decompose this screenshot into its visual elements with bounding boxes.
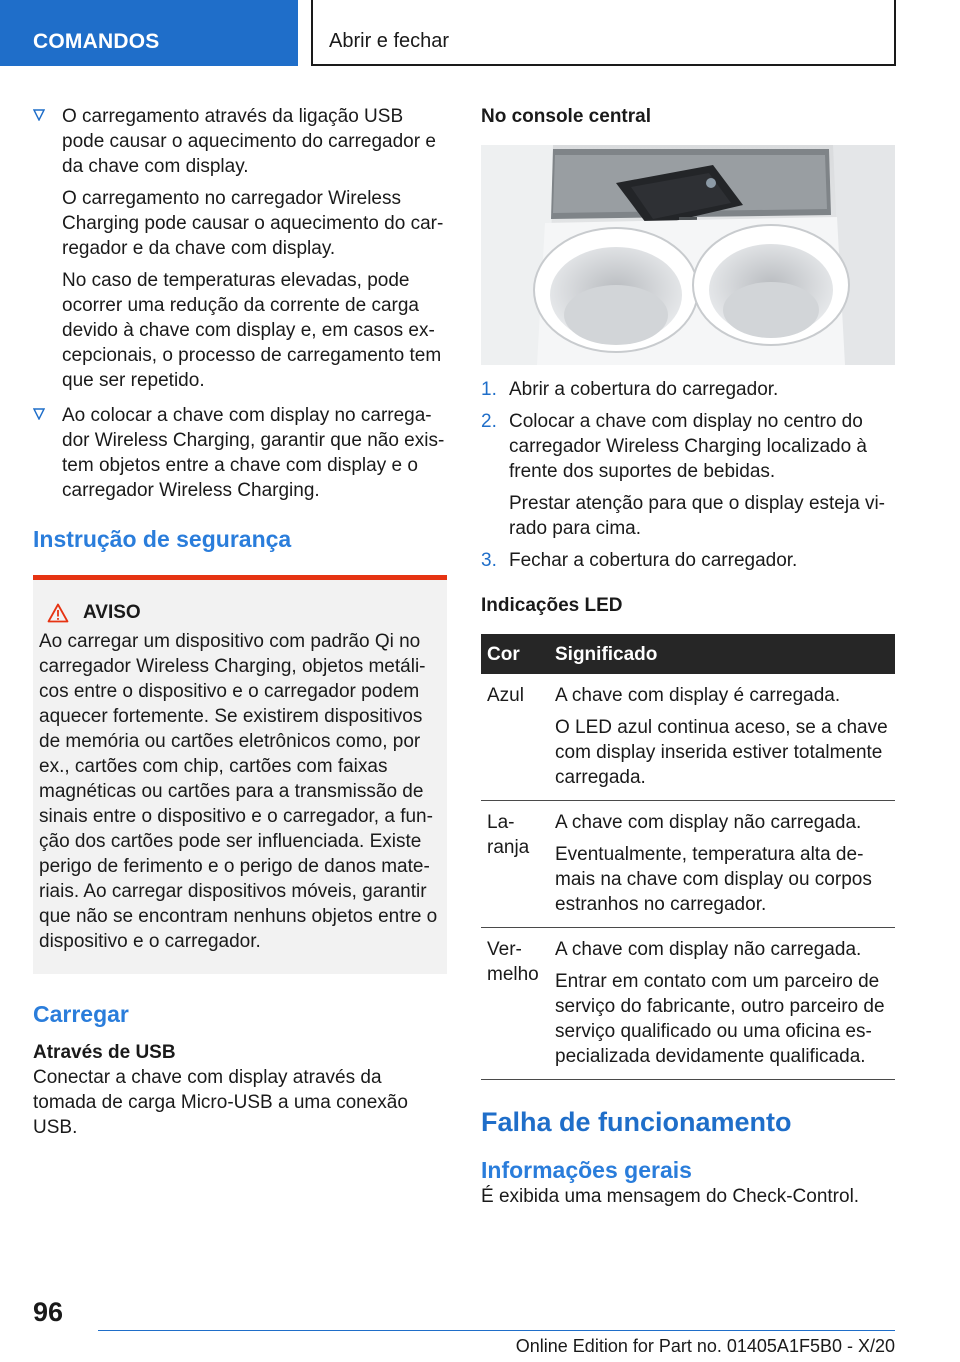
list-item (481, 377, 895, 402)
meaning-cell (549, 928, 895, 1080)
list-item (481, 409, 895, 541)
charge-heading: Carregar (33, 1001, 129, 1027)
steps-list (481, 377, 895, 573)
step-number: 1. (481, 379, 497, 400)
meaning-line: A chave com display é carregada. (555, 685, 841, 706)
general-heading: Informações gerais (481, 1157, 692, 1183)
table-row (481, 928, 895, 1080)
color-cell: La-ranja (481, 801, 549, 928)
color-cell: Ver-melho (481, 928, 549, 1080)
bullet-item (33, 403, 447, 503)
table-row (481, 674, 895, 801)
bullet-triangle-icon (33, 408, 45, 420)
meaning-line: O LED azul continua aceso, se a chave com display inserida estiver totalmente carregada. (555, 717, 888, 788)
step-text: Abrir a cobertura do carregador. (509, 379, 779, 400)
bullet-paragraph: No caso de temperaturas elevadas, pode ocorrer uma redução da corrente de carga devido à chave com display e, em casos ex-cepcionais, o processo de carregamento tem que ser repetido. (62, 270, 442, 391)
bullet-paragraph: O carregamento através da ligação USB pode causar o aquecimento do carregador e da chave com display. (62, 106, 436, 177)
step-text: Fechar a cobertura do carregador. (509, 550, 798, 571)
usb-subheading: Através de USB (33, 1042, 176, 1063)
subsection-title: Abrir e fechar (329, 30, 450, 52)
left-column (33, 104, 447, 1140)
warning-text: Ao carregar um dispositivo com padrão Qi no carregador Wireless Charging, objetos metáli-cos entre o dispositivo e o carregador podem aquecer fortemente. Se existirem dispositivos de memória ou cartões eletrônicos como, por ex., cartões com chip, cartões com faixas magnéticas ou cartões para a transmissão de sinais entre o dispositivo e o carregador, a fun-ção dos cartões pode ser influenciada. Existe perigo de ferimento e o perigo de danos mate-riais. Ao carregar dispositivos móveis, garantir que não se encontram nenhuns objetos entre o dispositivo e o carregador. (39, 631, 438, 952)
right-column (481, 104, 895, 1209)
meaning-line: Entrar em contato com um parceiro de serviço do fabricante, outro parceiro de serviço qualificado ou uma oficina es-pecializada devidamente qualificada. (555, 971, 885, 1067)
console-photo (481, 145, 895, 365)
color-cell: Azul (481, 674, 549, 801)
section-title: COMANDOS (33, 30, 160, 53)
step-number: 2. (481, 411, 497, 432)
bullet-item (33, 104, 447, 393)
page-number: 96 (33, 1297, 64, 1327)
warning-triangle-icon (47, 603, 69, 623)
table-header-row (481, 634, 895, 674)
console-illustration (481, 145, 895, 365)
list-item (481, 548, 895, 573)
subsection-box (311, 0, 896, 66)
led-table (481, 634, 895, 1080)
safety-heading: Instrução de segurança (33, 526, 292, 552)
bullet-triangle-icon (33, 109, 45, 121)
console-heading: No console central (481, 106, 651, 127)
usb-text: Conectar a chave com display através da tomada de carga Micro-USB a uma conexão USB. (33, 1067, 408, 1138)
led-heading: Indicações LED (481, 595, 623, 616)
warning-box (33, 575, 447, 974)
step-text: Prestar atenção para que o display esteja vi-rado para cima. (509, 493, 885, 539)
meaning-line: A chave com display não carregada. (555, 812, 862, 833)
bullet-paragraph: O carregamento no carregador Wireless Charging pode causar o aquecimento do car-regador e da chave com display. (62, 188, 444, 259)
malfunction-heading: Falha de funcionamento (481, 1107, 792, 1137)
meaning-line: A chave com display não carregada. (555, 939, 862, 960)
meaning-cell (549, 674, 895, 801)
step-text: Colocar a chave com display no centro do carregador Wireless Charging localizado à frente dos suportes de bebidas. (509, 411, 868, 482)
section-tab (0, 0, 298, 66)
edition-text: Online Edition for Part no. 01405A1F5B0 - X/20 (515, 1336, 895, 1356)
footer-divider (98, 1330, 895, 1331)
table-row (481, 801, 895, 928)
meaning-cell (549, 801, 895, 928)
meaning-line: Eventualmente, temperatura alta de-mais na chave com display ou corpos estranhos no carregador. (555, 844, 872, 915)
general-text: É exibida uma mensagem do Check-Control. (481, 1186, 860, 1207)
bullet-paragraph: Ao colocar a chave com display no carrega-dor Wireless Charging, garantir que não exis-tem objetos entre a chave com display e o carregador Wireless Charging. (62, 405, 445, 501)
column-header: Cor (481, 634, 549, 674)
warning-title: AVISO (83, 602, 141, 623)
warning-title-row (47, 600, 441, 625)
column-header: Significado (549, 634, 895, 674)
step-number: 3. (481, 550, 497, 571)
